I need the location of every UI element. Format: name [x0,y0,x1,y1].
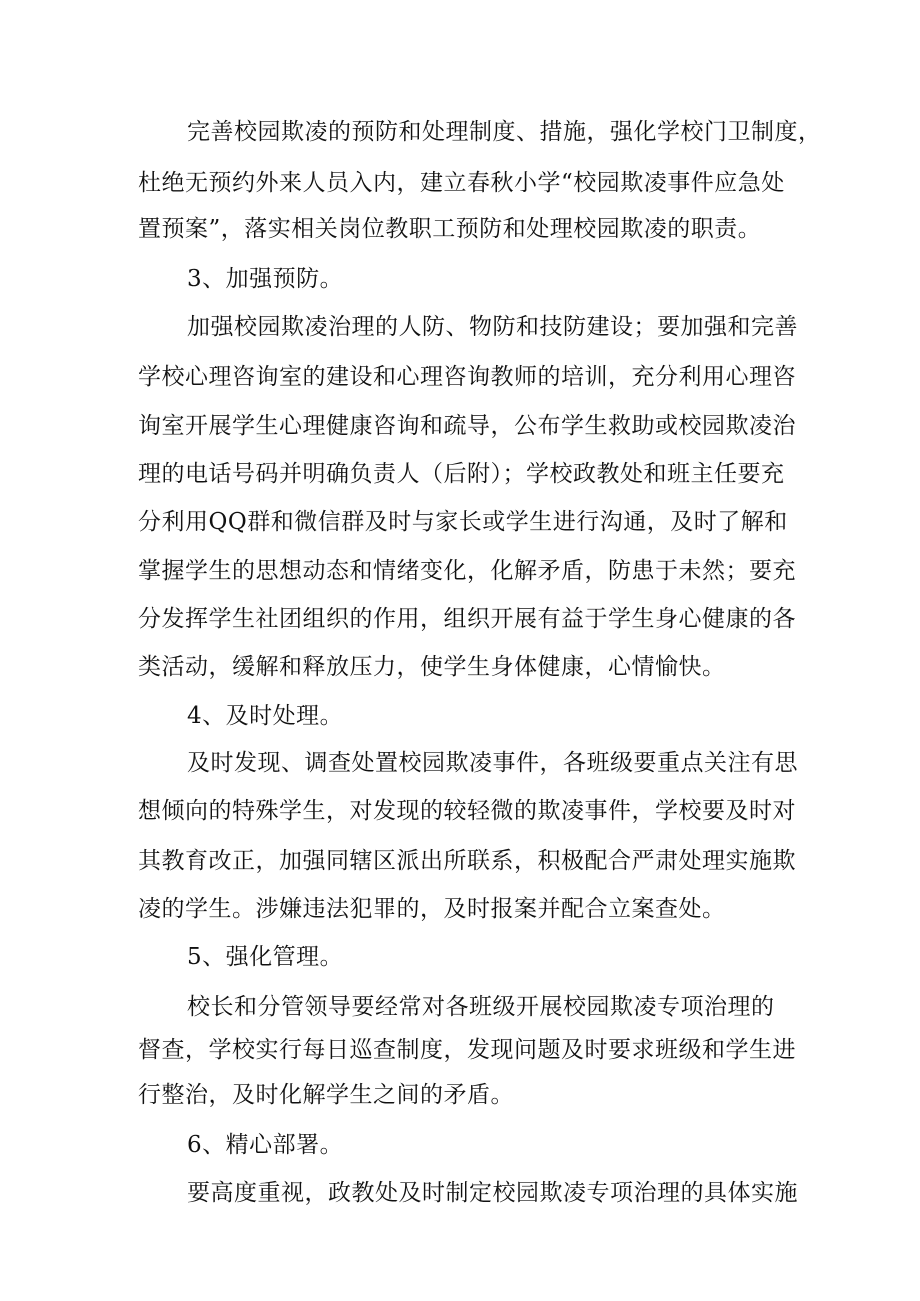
paragraph-line: 置预案”，落实相关岗位教职工预防和处理校园欺凌的职责。 [138,216,762,242]
paragraph-line: 及时发现、调查处置校园欺凌事件，各班级要重点关注有思 [187,750,798,776]
paragraph-line: 理的电话号码并明确负责人（后附）；学校政教处和班主任要充 [138,461,785,487]
paragraph-line: 询室开展学生心理健康咨询和疏导，公布学生救助或校园欺凌治 [138,413,796,439]
section-heading-4: 4、及时处理。 [187,703,344,729]
paragraph-line: 凌的学生。涉嫌违法犯罪的，及时报案并配合立案查处。 [138,896,726,922]
section-heading-5: 5、强化管理。 [187,944,344,970]
paragraph-line: 分发挥学生社团组织的作用，组织开展有益于学生身心健康的各 [138,606,796,632]
paragraph-line: 督查，学校实行每日巡查制度，发现问题及时要求班级和学生进 [138,1037,796,1063]
paragraph-line: 完善校园欺凌的预防和处理制度、措施，强化学校门卫制度， [187,119,822,145]
paragraph-line: 杜绝无预约外来人员入内，建立春秋小学“校园欺凌事件应急处 [138,170,785,196]
paragraph-line: 掌握学生的思想动态和情绪变化，化解矛盾，防患于未然；要充 [138,558,796,584]
paragraph-line: 类活动，缓解和释放压力，使学生身体健康，心情愉快。 [138,654,726,680]
paragraph-line: 校长和分管领导要经常对各班级开展校园欺凌专项治理的 [187,994,775,1020]
section-heading-3: 3、加强预防。 [187,266,344,292]
paragraph-line: 想倾向的特殊学生，对发现的较轻微的欺凌事件，学校要及时对 [138,798,796,824]
paragraph-line: 加强校园欺凌治理的人防、物防和技防建设；要加强和完善 [187,314,798,340]
paragraph-line: 分利用QQ群和微信群及时与家长或学生进行沟通，及时了解和 [138,509,788,535]
paragraph-line: 学校心理咨询室的建设和心理咨询教师的培训，充分利用心理咨 [138,364,796,390]
paragraph-line: 行整治，及时化解学生之间的矛盾。 [138,1082,514,1108]
paragraph-line: 其教育改正，加强同辖区派出所联系，积极配合严肃处理实施欺 [138,848,796,874]
paragraph-line: 要高度重视，政教处及时制定校园欺凌专项治理的具体实施 [187,1180,798,1206]
section-heading-6: 6、精心部署。 [187,1132,344,1158]
